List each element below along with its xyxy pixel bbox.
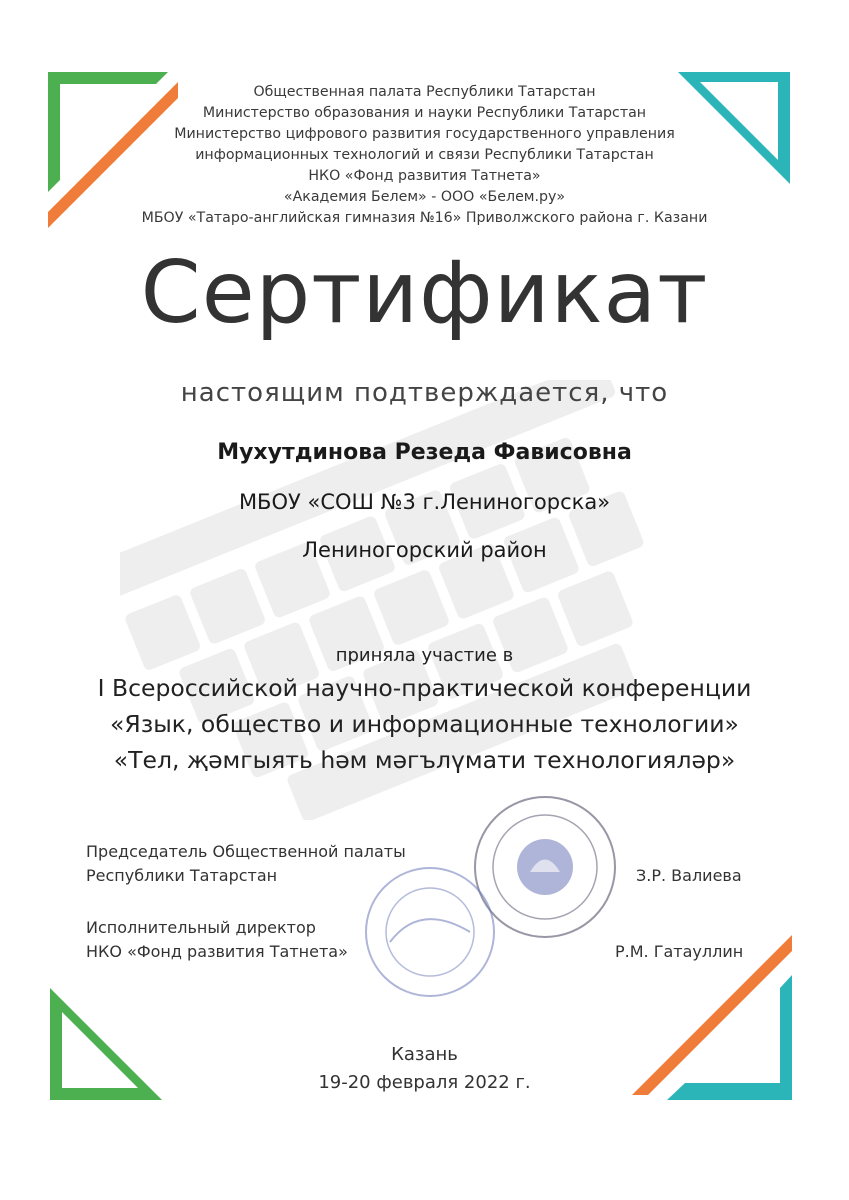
chair-title-line-2: Республики Татарстан (86, 866, 278, 885)
organizer-line: «Академия Белем» - ООО «Белем.ру» (283, 189, 566, 205)
organizer-line: Министерство цифрового развития государственного управления (174, 126, 675, 142)
footer-date: 19-20 февраля 2022 г. (318, 1072, 531, 1093)
director-title (86, 916, 348, 964)
organizer-line: НКО «Фонд развития Татнета» (308, 168, 541, 184)
certificate-title: Сертификат (140, 243, 709, 343)
chair-title (86, 840, 406, 888)
organizers-header (0, 82, 849, 229)
recipient-name: Мухутдинова Резеда Фависовна (217, 440, 632, 465)
certificate-subtitle: настоящим подтверждается, что (180, 378, 669, 408)
recipient-school: МБОУ «СОШ №3 г.Лениногорска» (238, 490, 611, 514)
recipient-district: Лениногорский район (302, 538, 547, 562)
director-title-line-2: НКО «Фонд развития Татнета» (86, 942, 348, 961)
footer-city: Казань (391, 1044, 458, 1065)
conference-line-2: «Язык, общество и информационные технологии» (110, 710, 739, 738)
participation-text: приняла участие в (335, 645, 514, 666)
director-title-line-1: Исполнительный директор (86, 918, 316, 937)
chair-name: З.Р. Валиева (636, 866, 742, 885)
organizer-line: информационных технологий и связи Республики Татарстан (195, 147, 654, 163)
organizer-line: МБОУ «Татаро-английская гимназия №16» Приволжского района г. Казани (141, 210, 708, 226)
conference-line-1: I Всероссийской научно-практической конференции (97, 674, 752, 702)
organizer-line: Министерство образования и науки Республики Татарстан (202, 105, 647, 121)
conference-line-3: «Тел, җәмгыять һәм мәгълүмати технологияләр» (113, 746, 736, 774)
organizer-line: Общественная палата Республики Татарстан (253, 84, 596, 100)
chair-title-line-1: Председатель Общественной палаты (86, 842, 406, 861)
director-name: Р.М. Гатауллин (615, 942, 744, 961)
